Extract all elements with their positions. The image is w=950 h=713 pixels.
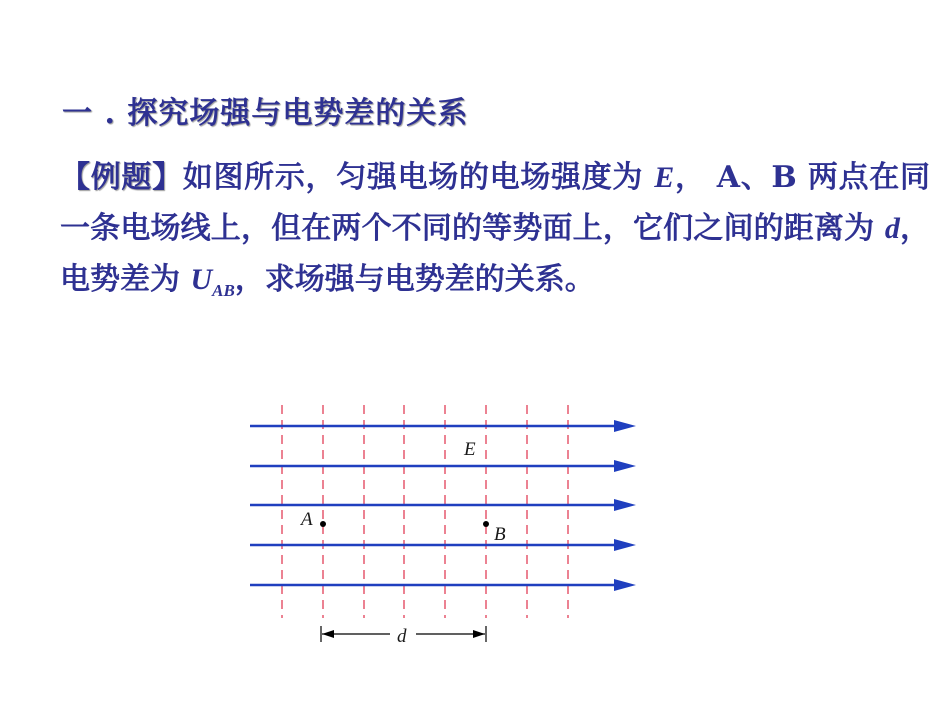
field-line-arrow — [250, 420, 636, 432]
page-title: 一 . 探究场强与电势差的关系 — [62, 96, 469, 131]
label-E: E — [464, 439, 476, 460]
label-d: d — [397, 626, 407, 647]
distance-marker — [321, 626, 486, 647]
symbol-d: d — [884, 212, 900, 245]
symbol-E: E — [654, 161, 675, 194]
example-text-1: 如图所示，匀强电场的电场强度为 — [182, 160, 655, 195]
point-B-dot — [483, 521, 489, 527]
symbol-U-subscript: AB — [212, 281, 235, 300]
point-A-dot — [320, 521, 326, 527]
field-line-arrow — [250, 539, 636, 551]
example-tag: 【例题】 — [60, 160, 183, 195]
label-A: A — [301, 509, 313, 530]
field-lines — [250, 420, 636, 591]
field-line-arrow — [250, 460, 636, 472]
symbol-U: U — [190, 263, 213, 296]
field-line-arrow — [250, 579, 636, 591]
label-B: B — [494, 524, 506, 545]
example-text-4: ，求场强与电势差的关系。 — [234, 262, 595, 297]
example-text-2: ， A、B 两点在同一条电场线上，但在两个不同的等势面上，它们之间的距离为 — [60, 160, 930, 246]
example-text-3: ，电势差为 — [60, 211, 931, 297]
